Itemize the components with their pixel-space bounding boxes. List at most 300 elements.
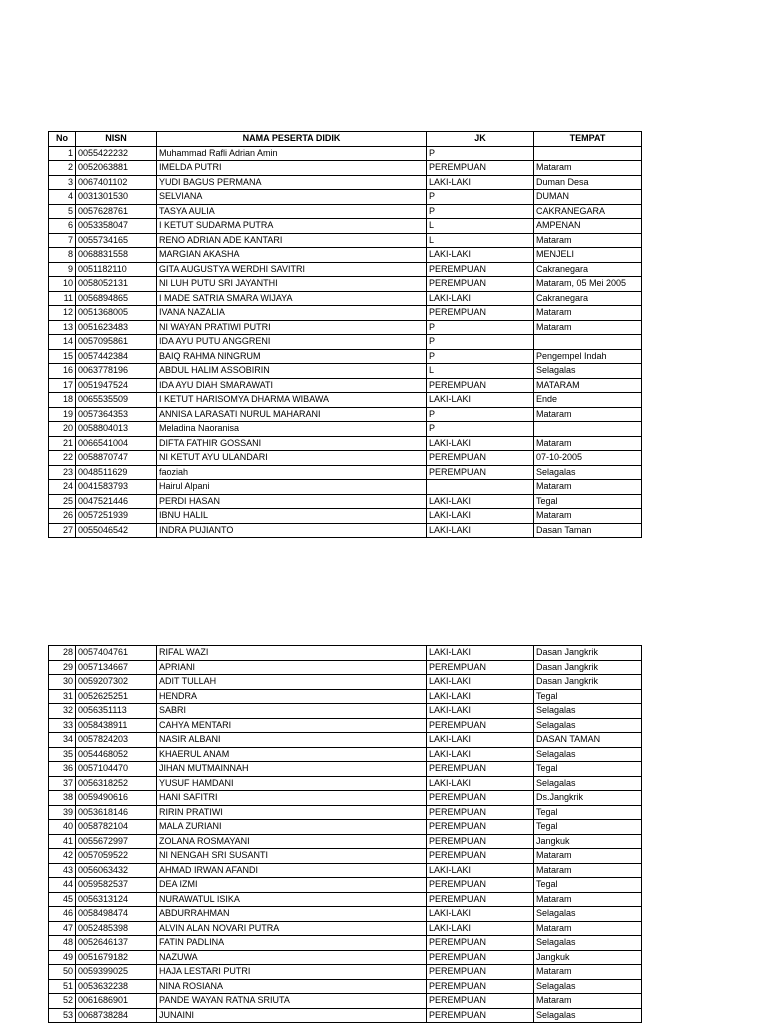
- cell-tempat: DASAN TAMAN: [534, 733, 642, 748]
- cell-jk: PEREMPUAN: [427, 306, 534, 321]
- cell-nama: SABRI: [157, 704, 427, 719]
- cell-nama: IVANA NAZALIA: [157, 306, 427, 321]
- cell-jk: L: [427, 233, 534, 248]
- cell-no: 39: [49, 805, 76, 820]
- header-nisn: NISN: [76, 132, 157, 147]
- cell-tempat: AMPENAN: [534, 219, 642, 234]
- cell-tempat: Tegal: [534, 689, 642, 704]
- cell-no: 24: [49, 480, 76, 495]
- cell-tempat: [534, 335, 642, 350]
- cell-jk: LAKI-LAKI: [427, 776, 534, 791]
- table-row: [49, 965, 642, 980]
- cell-jk: LAKI-LAKI: [427, 747, 534, 762]
- cell-nisn: 0068831558: [76, 248, 157, 263]
- cell-no: 42: [49, 849, 76, 864]
- cell-tempat: Mataram, 05 Mei 2005: [534, 277, 642, 292]
- cell-jk: PEREMPUAN: [427, 660, 534, 675]
- table-row: [49, 1008, 642, 1023]
- cell-jk: LAKI-LAKI: [427, 689, 534, 704]
- cell-nama: ADIT TULLAH: [157, 675, 427, 690]
- cell-nisn: 0048511629: [76, 465, 157, 480]
- cell-tempat: Selagalas: [534, 718, 642, 733]
- cell-no: 10: [49, 277, 76, 292]
- cell-tempat: Cakranegara: [534, 291, 642, 306]
- cell-no: 38: [49, 791, 76, 806]
- cell-tempat: Mataram: [534, 849, 642, 864]
- cell-jk: P: [427, 146, 534, 161]
- cell-nisn: 0059490616: [76, 791, 157, 806]
- table-row: [49, 190, 642, 205]
- cell-no: 33: [49, 718, 76, 733]
- cell-no: 8: [49, 248, 76, 263]
- cell-tempat: Selagalas: [534, 364, 642, 379]
- cell-nama: JIHAN MUTMAINNAH: [157, 762, 427, 777]
- table-row: [49, 480, 642, 495]
- table-row: [49, 494, 642, 509]
- cell-tempat: Tegal: [534, 820, 642, 835]
- cell-nisn: 0058498474: [76, 907, 157, 922]
- cell-tempat: Mataram: [534, 480, 642, 495]
- cell-jk: LAKI-LAKI: [427, 436, 534, 451]
- cell-tempat: Mataram: [534, 892, 642, 907]
- cell-tempat: Selagalas: [534, 776, 642, 791]
- cell-tempat: Mataram: [534, 863, 642, 878]
- cell-nisn: 0055734165: [76, 233, 157, 248]
- cell-jk: PEREMPUAN: [427, 262, 534, 277]
- cell-nisn: 0056063432: [76, 863, 157, 878]
- cell-nisn: 0052485398: [76, 921, 157, 936]
- table-row: [49, 863, 642, 878]
- cell-nisn: 0052625251: [76, 689, 157, 704]
- cell-tempat: Mataram: [534, 161, 642, 176]
- cell-nama: NURAWATUL ISIKA: [157, 892, 427, 907]
- cell-nama: Meladina Naoranisa: [157, 422, 427, 437]
- cell-nisn: 0057628761: [76, 204, 157, 219]
- cell-tempat: Selagalas: [534, 747, 642, 762]
- cell-jk: P: [427, 204, 534, 219]
- cell-no: 45: [49, 892, 76, 907]
- cell-nisn: 0047521446: [76, 494, 157, 509]
- cell-nisn: 0051182110: [76, 262, 157, 277]
- table-row: [49, 291, 642, 306]
- cell-no: 21: [49, 436, 76, 451]
- table-row: [49, 646, 642, 661]
- cell-jk: PEREMPUAN: [427, 465, 534, 480]
- cell-nisn: 0058782104: [76, 820, 157, 835]
- cell-nama: IMELDA PUTRI: [157, 161, 427, 176]
- cell-jk: P: [427, 190, 534, 205]
- table-row: [49, 204, 642, 219]
- student-table-page-1: [48, 131, 642, 538]
- cell-jk: P: [427, 349, 534, 364]
- cell-nisn: 0055672997: [76, 834, 157, 849]
- table-row: [49, 675, 642, 690]
- cell-nisn: 0058870747: [76, 451, 157, 466]
- cell-nama: JUNAINI: [157, 1008, 427, 1023]
- table-header-row: [49, 132, 642, 147]
- table-row: [49, 704, 642, 719]
- cell-no: 43: [49, 863, 76, 878]
- cell-tempat: Selagalas: [534, 936, 642, 951]
- cell-tempat: Mataram: [534, 436, 642, 451]
- cell-nisn: 0041583793: [76, 480, 157, 495]
- cell-no: 5: [49, 204, 76, 219]
- cell-nisn: 0059399025: [76, 965, 157, 980]
- cell-nama: NAZUWA: [157, 950, 427, 965]
- cell-nisn: 0051623483: [76, 320, 157, 335]
- cell-nama: NI KETUT AYU ULANDARI: [157, 451, 427, 466]
- cell-nisn: 0059582537: [76, 878, 157, 893]
- cell-tempat: Duman Desa: [534, 175, 642, 190]
- cell-no: 44: [49, 878, 76, 893]
- table-row: [49, 436, 642, 451]
- header-tempat: TEMPAT: [534, 132, 642, 147]
- cell-nisn: 0057095861: [76, 335, 157, 350]
- cell-tempat: Ds.Jangkrik: [534, 791, 642, 806]
- cell-no: 32: [49, 704, 76, 719]
- cell-tempat: Mataram: [534, 407, 642, 422]
- cell-tempat: Selagalas: [534, 465, 642, 480]
- cell-nama: Muhammad Rafli Adrian Amin: [157, 146, 427, 161]
- cell-jk: P: [427, 335, 534, 350]
- cell-nisn: 0058804013: [76, 422, 157, 437]
- cell-nama: faoziah: [157, 465, 427, 480]
- cell-nisn: 0057404761: [76, 646, 157, 661]
- cell-tempat: Dasan Jangkrik: [534, 675, 642, 690]
- cell-jk: LAKI-LAKI: [427, 523, 534, 538]
- cell-nama: AHMAD IRWAN AFANDI: [157, 863, 427, 878]
- cell-jk: PEREMPUAN: [427, 878, 534, 893]
- cell-no: 3: [49, 175, 76, 190]
- cell-nama: DEA IZMI: [157, 878, 427, 893]
- cell-tempat: Dasan Taman: [534, 523, 642, 538]
- cell-jk: PEREMPUAN: [427, 965, 534, 980]
- table-row: [49, 950, 642, 965]
- table-row: [49, 747, 642, 762]
- cell-tempat: Selagalas: [534, 907, 642, 922]
- cell-tempat: Tegal: [534, 805, 642, 820]
- cell-nama: BAIQ RAHMA NINGRUM: [157, 349, 427, 364]
- header-nama: NAMA PESERTA DIDIK: [157, 132, 427, 147]
- table-row: [49, 805, 642, 820]
- cell-nama: HAJA LESTARI PUTRI: [157, 965, 427, 980]
- cell-nama: INDRA PUJIANTO: [157, 523, 427, 538]
- cell-tempat: Mataram: [534, 921, 642, 936]
- cell-jk: PEREMPUAN: [427, 1008, 534, 1023]
- cell-nama: PANDE WAYAN RATNA SRIUTA: [157, 994, 427, 1009]
- cell-nama: I MADE SATRIA SMARA WIJAYA: [157, 291, 427, 306]
- cell-no: 52: [49, 994, 76, 1009]
- cell-tempat: Pengempel Indah: [534, 349, 642, 364]
- table-row: [49, 465, 642, 480]
- cell-nisn: 0051368005: [76, 306, 157, 321]
- table-row: [49, 994, 642, 1009]
- student-table-page-2: [48, 645, 642, 1023]
- table-row: [49, 733, 642, 748]
- cell-nisn: 0056318252: [76, 776, 157, 791]
- table-row: [49, 509, 642, 524]
- cell-jk: LAKI-LAKI: [427, 863, 534, 878]
- cell-nama: KHAERUL ANAM: [157, 747, 427, 762]
- cell-jk: PEREMPUAN: [427, 791, 534, 806]
- cell-tempat: Mataram: [534, 994, 642, 1009]
- cell-tempat: DUMAN: [534, 190, 642, 205]
- cell-jk: LAKI-LAKI: [427, 646, 534, 661]
- cell-nisn: 0056351113: [76, 704, 157, 719]
- table-row: [49, 320, 642, 335]
- cell-no: 9: [49, 262, 76, 277]
- table-row: [49, 277, 642, 292]
- cell-no: 46: [49, 907, 76, 922]
- cell-no: 23: [49, 465, 76, 480]
- table-row: [49, 892, 642, 907]
- cell-tempat: Mataram: [534, 320, 642, 335]
- cell-no: 17: [49, 378, 76, 393]
- cell-no: 36: [49, 762, 76, 777]
- table-body: [49, 146, 642, 538]
- cell-nisn: 0055422232: [76, 146, 157, 161]
- cell-no: 29: [49, 660, 76, 675]
- cell-no: 51: [49, 979, 76, 994]
- cell-no: 18: [49, 393, 76, 408]
- cell-nisn: 0068738284: [76, 1008, 157, 1023]
- cell-no: 25: [49, 494, 76, 509]
- cell-nisn: 0053632238: [76, 979, 157, 994]
- table-row: [49, 776, 642, 791]
- cell-nama: YUSUF HAMDANI: [157, 776, 427, 791]
- cell-jk: P: [427, 407, 534, 422]
- table-row: [49, 219, 642, 234]
- cell-no: 28: [49, 646, 76, 661]
- table-row: [49, 523, 642, 538]
- cell-jk: LAKI-LAKI: [427, 393, 534, 408]
- cell-jk: L: [427, 219, 534, 234]
- cell-nama: NASIR ALBANI: [157, 733, 427, 748]
- cell-nisn: 0057104470: [76, 762, 157, 777]
- cell-no: 4: [49, 190, 76, 205]
- cell-nisn: 0057364353: [76, 407, 157, 422]
- cell-nama: GITA AUGUSTYA WERDHI SAVITRI: [157, 262, 427, 277]
- cell-nama: HENDRA: [157, 689, 427, 704]
- table-row: [49, 689, 642, 704]
- cell-jk: [427, 480, 534, 495]
- cell-no: 37: [49, 776, 76, 791]
- table-row: [49, 907, 642, 922]
- cell-jk: PEREMPUAN: [427, 820, 534, 835]
- table-row: [49, 762, 642, 777]
- cell-nisn: 0059207302: [76, 675, 157, 690]
- cell-nisn: 0051679182: [76, 950, 157, 965]
- table-row: [49, 306, 642, 321]
- header-no: No: [49, 132, 76, 147]
- table-row: [49, 849, 642, 864]
- cell-no: 20: [49, 422, 76, 437]
- cell-jk: PEREMPUAN: [427, 849, 534, 864]
- cell-nisn: 0052063881: [76, 161, 157, 176]
- cell-tempat: Selagalas: [534, 979, 642, 994]
- table-row: [49, 393, 642, 408]
- cell-no: 6: [49, 219, 76, 234]
- cell-jk: PEREMPUAN: [427, 892, 534, 907]
- cell-nisn: 0056894865: [76, 291, 157, 306]
- cell-no: 15: [49, 349, 76, 364]
- cell-nisn: 0052646137: [76, 936, 157, 951]
- cell-tempat: Mataram: [534, 509, 642, 524]
- cell-jk: LAKI-LAKI: [427, 248, 534, 263]
- cell-tempat: Jangkuk: [534, 834, 642, 849]
- cell-jk: PEREMPUAN: [427, 161, 534, 176]
- cell-tempat: Ende: [534, 393, 642, 408]
- cell-nama: ANNISA LARASATI NURUL MAHARANI: [157, 407, 427, 422]
- cell-nisn: 0065535509: [76, 393, 157, 408]
- cell-nama: MARGIAN AKASHA: [157, 248, 427, 263]
- cell-nama: HANI SAFITRI: [157, 791, 427, 806]
- table-row: [49, 451, 642, 466]
- cell-no: 16: [49, 364, 76, 379]
- table-row: [49, 364, 642, 379]
- cell-nisn: 0051947524: [76, 378, 157, 393]
- table-row: [49, 378, 642, 393]
- cell-tempat: CAKRANEGARA: [534, 204, 642, 219]
- table-row: [49, 233, 642, 248]
- cell-tempat: Mataram: [534, 965, 642, 980]
- cell-jk: P: [427, 422, 534, 437]
- table-row: [49, 660, 642, 675]
- cell-nama: MALA ZURIANI: [157, 820, 427, 835]
- cell-nama: NINA ROSIANA: [157, 979, 427, 994]
- cell-no: 48: [49, 936, 76, 951]
- cell-jk: LAKI-LAKI: [427, 509, 534, 524]
- table-row: [49, 161, 642, 176]
- cell-jk: PEREMPUAN: [427, 378, 534, 393]
- table-body: [49, 646, 642, 1023]
- cell-nisn: 0057442384: [76, 349, 157, 364]
- cell-no: 13: [49, 320, 76, 335]
- cell-tempat: [534, 146, 642, 161]
- cell-nama: CAHYA MENTARI: [157, 718, 427, 733]
- cell-jk: PEREMPUAN: [427, 277, 534, 292]
- cell-no: 1: [49, 146, 76, 161]
- cell-jk: PEREMPUAN: [427, 950, 534, 965]
- cell-nama: ABDURRAHMAN: [157, 907, 427, 922]
- table-row: [49, 979, 642, 994]
- cell-no: 41: [49, 834, 76, 849]
- cell-nisn: 0057134667: [76, 660, 157, 675]
- cell-nama: IDA AYU PUTU ANGGRENI: [157, 335, 427, 350]
- table-row: [49, 335, 642, 350]
- cell-tempat: Tegal: [534, 878, 642, 893]
- cell-jk: P: [427, 320, 534, 335]
- cell-tempat: MATARAM: [534, 378, 642, 393]
- cell-tempat: Jangkuk: [534, 950, 642, 965]
- cell-no: 7: [49, 233, 76, 248]
- cell-nama: NI LUH PUTU SRI JAYANTHI: [157, 277, 427, 292]
- cell-no: 35: [49, 747, 76, 762]
- cell-nisn: 0058052131: [76, 277, 157, 292]
- table-row: [49, 262, 642, 277]
- cell-jk: LAKI-LAKI: [427, 733, 534, 748]
- cell-nama: ALVIN ALAN NOVARI PUTRA: [157, 921, 427, 936]
- cell-tempat: Dasan Jangkrik: [534, 646, 642, 661]
- cell-jk: LAKI-LAKI: [427, 907, 534, 922]
- cell-jk: PEREMPUAN: [427, 718, 534, 733]
- cell-tempat: Mataram: [534, 233, 642, 248]
- cell-tempat: MENJELI: [534, 248, 642, 263]
- header-jk: JK: [427, 132, 534, 147]
- cell-nama: YUDI BAGUS PERMANA: [157, 175, 427, 190]
- cell-no: 26: [49, 509, 76, 524]
- cell-tempat: Cakranegara: [534, 262, 642, 277]
- cell-tempat: Tegal: [534, 762, 642, 777]
- cell-nama: APRIANI: [157, 660, 427, 675]
- cell-nama: DIFTA FATHIR GOSSANI: [157, 436, 427, 451]
- cell-no: 49: [49, 950, 76, 965]
- cell-jk: LAKI-LAKI: [427, 291, 534, 306]
- cell-no: 12: [49, 306, 76, 321]
- cell-nisn: 0057251939: [76, 509, 157, 524]
- cell-no: 22: [49, 451, 76, 466]
- cell-tempat: Tegal: [534, 494, 642, 509]
- table-row: [49, 936, 642, 951]
- table-row: [49, 791, 642, 806]
- cell-tempat: [534, 422, 642, 437]
- cell-no: 19: [49, 407, 76, 422]
- cell-nama: I KETUT SUDARMA PUTRA: [157, 219, 427, 234]
- cell-nama: I KETUT HARISOMYA DHARMA WIBAWA: [157, 393, 427, 408]
- cell-no: 30: [49, 675, 76, 690]
- cell-nama: SELVIANA: [157, 190, 427, 205]
- table-row: [49, 820, 642, 835]
- cell-tempat: 07-10-2005: [534, 451, 642, 466]
- cell-no: 50: [49, 965, 76, 980]
- cell-nisn: 0055046542: [76, 523, 157, 538]
- cell-jk: PEREMPUAN: [427, 994, 534, 1009]
- table-row: [49, 834, 642, 849]
- cell-nama: NI WAYAN PRATIWI PUTRI: [157, 320, 427, 335]
- cell-nisn: 0053358047: [76, 219, 157, 234]
- cell-nama: IBNU HALIL: [157, 509, 427, 524]
- table-row: [49, 878, 642, 893]
- cell-no: 34: [49, 733, 76, 748]
- cell-nama: Hairul Alpani: [157, 480, 427, 495]
- table-row: [49, 175, 642, 190]
- cell-jk: LAKI-LAKI: [427, 175, 534, 190]
- cell-nisn: 0031301530: [76, 190, 157, 205]
- cell-nisn: 0056313124: [76, 892, 157, 907]
- cell-nama: IDA AYU DIAH SMARAWATI: [157, 378, 427, 393]
- cell-nisn: 0053618146: [76, 805, 157, 820]
- cell-nisn: 0061686901: [76, 994, 157, 1009]
- cell-jk: PEREMPUAN: [427, 936, 534, 951]
- cell-jk: LAKI-LAKI: [427, 921, 534, 936]
- cell-jk: LAKI-LAKI: [427, 675, 534, 690]
- cell-nama: TASYA AULIA: [157, 204, 427, 219]
- cell-jk: LAKI-LAKI: [427, 494, 534, 509]
- cell-nama: RIRIN PRATIWI: [157, 805, 427, 820]
- cell-nama: ZOLANA ROSMAYANI: [157, 834, 427, 849]
- cell-nisn: 0054468052: [76, 747, 157, 762]
- cell-nama: NI NENGAH SRI SUSANTI: [157, 849, 427, 864]
- cell-jk: LAKI-LAKI: [427, 704, 534, 719]
- cell-no: 47: [49, 921, 76, 936]
- table-row: [49, 921, 642, 936]
- cell-no: 31: [49, 689, 76, 704]
- cell-nama: ABDUL HALIM ASSOBIRIN: [157, 364, 427, 379]
- cell-no: 40: [49, 820, 76, 835]
- cell-tempat: Mataram: [534, 306, 642, 321]
- table-row: [49, 248, 642, 263]
- cell-nama: FATIN PADLINA: [157, 936, 427, 951]
